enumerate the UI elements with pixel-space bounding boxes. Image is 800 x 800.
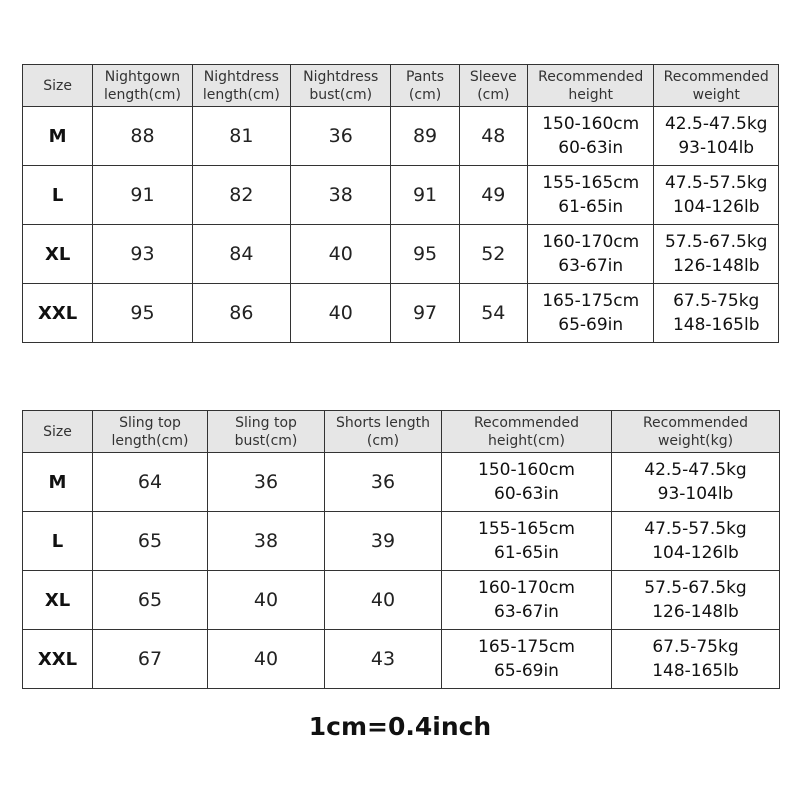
table-row	[23, 225, 779, 284]
height-cell: 150-160cm 60-63in	[442, 453, 612, 512]
measurement-cell: 54	[459, 284, 527, 343]
measurement-cell: 38	[208, 512, 325, 571]
header-shorts-length: Shorts length (cm)	[325, 411, 442, 453]
table-row	[23, 166, 779, 225]
measurement-cell: 95	[391, 225, 459, 284]
weight-cell: 47.5-57.5kg 104-126lb	[654, 166, 779, 225]
measurement-cell: 38	[291, 166, 391, 225]
weight-cell: 57.5-67.5kg 126-148lb	[654, 225, 779, 284]
size-chart-table-1	[22, 64, 779, 343]
table-row	[23, 107, 779, 166]
size-cell: M	[23, 453, 93, 512]
measurement-cell: 48	[459, 107, 527, 166]
measurement-cell: 81	[192, 107, 290, 166]
measurement-cell: 95	[93, 284, 192, 343]
size-cell: M	[23, 107, 93, 166]
weight-cell: 42.5-47.5kg 93-104lb	[612, 453, 780, 512]
measurement-cell: 40	[325, 571, 442, 630]
weight-cell: 42.5-47.5kg 93-104lb	[654, 107, 779, 166]
header-nightdress-length: Nightdress length(cm)	[192, 65, 290, 107]
table-row	[23, 512, 780, 571]
measurement-cell: 88	[93, 107, 192, 166]
unit-conversion-note: 1cm=0.4inch	[308, 712, 492, 741]
header-nightdress-bust: Nightdress bust(cm)	[291, 65, 391, 107]
height-cell: 155-165cm 61-65in	[442, 512, 612, 571]
height-cell: 165-175cm 65-69in	[527, 284, 654, 343]
measurement-cell: 97	[391, 284, 459, 343]
measurement-cell: 36	[208, 453, 325, 512]
measurement-cell: 89	[391, 107, 459, 166]
size-cell: XXL	[23, 630, 93, 689]
header-sling-top-bust: Sling top bust(cm)	[208, 411, 325, 453]
height-cell: 150-160cm 60-63in	[527, 107, 654, 166]
measurement-cell: 84	[192, 225, 290, 284]
header-sleeve: Sleeve (cm)	[459, 65, 527, 107]
size-chart-table-2	[22, 410, 780, 689]
measurement-cell: 40	[291, 225, 391, 284]
height-cell: 165-175cm 65-69in	[442, 630, 612, 689]
table-row	[23, 453, 780, 512]
measurement-cell: 93	[93, 225, 192, 284]
measurement-cell: 40	[208, 571, 325, 630]
measurement-cell: 40	[208, 630, 325, 689]
height-cell: 160-170cm 63-67in	[527, 225, 654, 284]
measurement-cell: 49	[459, 166, 527, 225]
table-row	[23, 571, 780, 630]
size-cell: XL	[23, 571, 93, 630]
measurement-cell: 65	[93, 512, 208, 571]
table-header-row	[23, 411, 780, 453]
table-row	[23, 284, 779, 343]
measurement-cell: 39	[325, 512, 442, 571]
table-header-row	[23, 65, 779, 107]
header-recommended-height: Recommended height(cm)	[442, 411, 612, 453]
header-size: Size	[23, 65, 93, 107]
table-row	[23, 630, 780, 689]
height-cell: 160-170cm 63-67in	[442, 571, 612, 630]
measurement-cell: 91	[93, 166, 192, 225]
size-cell: L	[23, 512, 93, 571]
header-sling-top-length: Sling top length(cm)	[93, 411, 208, 453]
measurement-cell: 67	[93, 630, 208, 689]
height-cell: 155-165cm 61-65in	[527, 166, 654, 225]
weight-cell: 57.5-67.5kg 126-148lb	[612, 571, 780, 630]
size-cell: XL	[23, 225, 93, 284]
header-recommended-height: Recommended height	[527, 65, 654, 107]
measurement-cell: 40	[291, 284, 391, 343]
measurement-cell: 43	[325, 630, 442, 689]
measurement-cell: 36	[291, 107, 391, 166]
header-recommended-weight: Recommended weight	[654, 65, 779, 107]
weight-cell: 67.5-75kg 148-165lb	[654, 284, 779, 343]
size-cell: L	[23, 166, 93, 225]
header-size: Size	[23, 411, 93, 453]
header-recommended-weight: Recommended weight(kg)	[612, 411, 780, 453]
weight-cell: 47.5-57.5kg 104-126lb	[612, 512, 780, 571]
measurement-cell: 91	[391, 166, 459, 225]
header-pants: Pants (cm)	[391, 65, 459, 107]
measurement-cell: 65	[93, 571, 208, 630]
header-nightgown-length: Nightgown length(cm)	[93, 65, 192, 107]
measurement-cell: 36	[325, 453, 442, 512]
measurement-cell: 86	[192, 284, 290, 343]
size-cell: XXL	[23, 284, 93, 343]
measurement-cell: 64	[93, 453, 208, 512]
weight-cell: 67.5-75kg 148-165lb	[612, 630, 780, 689]
measurement-cell: 82	[192, 166, 290, 225]
measurement-cell: 52	[459, 225, 527, 284]
